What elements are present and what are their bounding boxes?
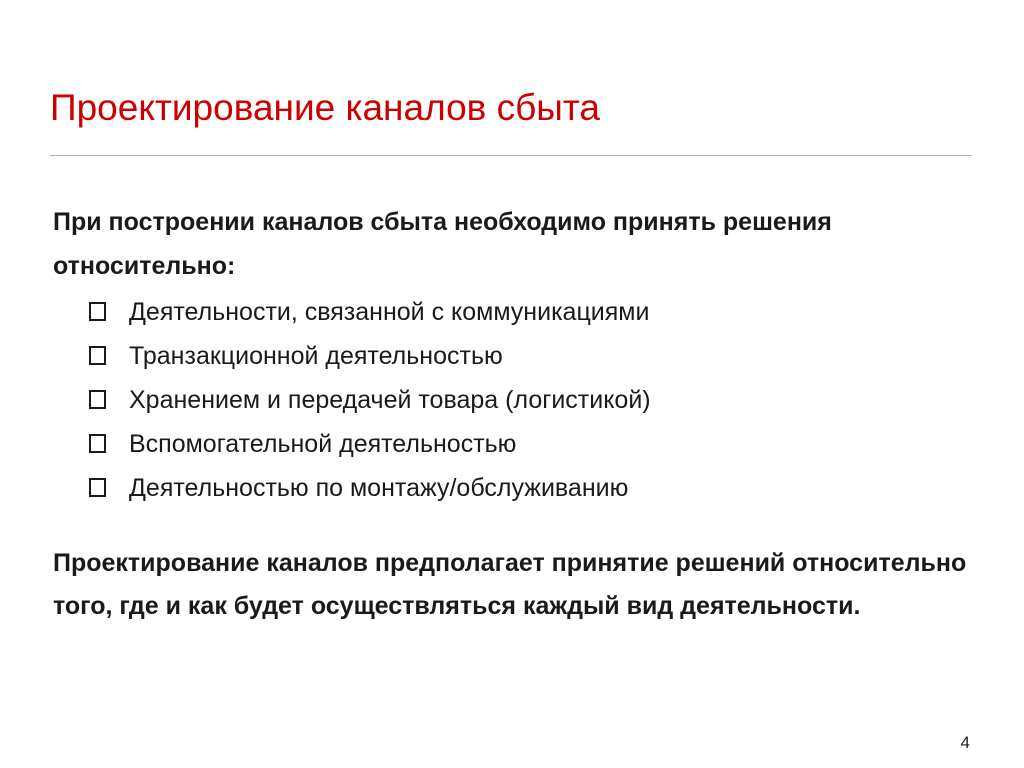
bullet-item-installation: [89, 466, 651, 510]
closing-paragraph: Проектирование каналов предполагает принятие решений относительно того, где и как будет осуществляться каждый вид деятельности.: [53, 549, 967, 620]
bullet-item-communications: [89, 290, 651, 334]
bullet-text: Хранением и передачей товара (логистикой): [129, 385, 651, 414]
bullet-text: Деятельностью по монтажу/обслуживанию: [129, 473, 629, 502]
page-number: 4: [960, 733, 970, 752]
bullet-text: Вспомогательной деятельностью: [129, 429, 517, 458]
bullet-text: Деятельности, связанной с коммуникациями: [129, 297, 650, 326]
bullet-text: Транзакционной деятельностью: [129, 341, 503, 370]
slide-title: Проектирование каналов сбыта: [50, 87, 600, 128]
checkbox-square-icon: [89, 434, 108, 455]
checkbox-square-icon: [89, 346, 108, 367]
bullet-item-transactions: [89, 334, 651, 378]
title-divider: [50, 155, 972, 156]
checkbox-square-icon: [89, 302, 108, 323]
checkbox-square-icon: [89, 478, 108, 499]
checkbox-square-icon: [89, 390, 108, 411]
bullet-list: [89, 290, 651, 510]
bullet-item-support: [89, 422, 651, 466]
intro-paragraph: При построении каналов сбыта необходимо принять решения относительно:: [53, 208, 832, 280]
bullet-item-logistics: [89, 378, 651, 422]
